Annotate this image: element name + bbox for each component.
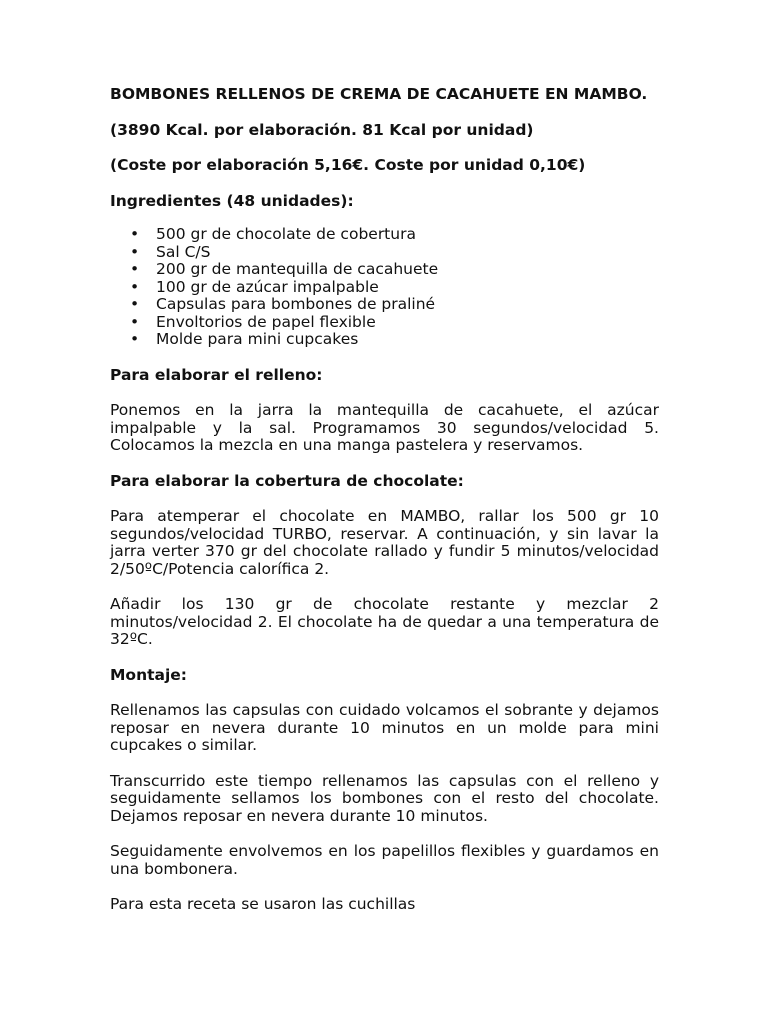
bullet-icon: • [130,242,140,261]
ingredient-text: 500 gr de chocolate de cobertura [156,225,416,243]
coating-paragraph-2: Añadir los 130 gr de chocolate restante y mezclar 2 minutos/velocidad 2. El chocolate ha de quedar a una temperatura de 32ºC. [110,595,659,648]
filling-paragraph: Ponemos en la jarra la mantequilla de cacahuete, el azúcar impalpable y la sal. Programamos 30 segundos/velocidad 5. Colocamos la mezcla en una manga pastelera y reservamos. [110,401,659,454]
ingredients-heading: Ingredientes (48 unidades): [110,191,354,210]
ingredient-text: Capsulas para bombones de praliné [156,295,436,313]
bullet-icon: • [130,330,140,348]
assembly-paragraph-2: Transcurrido este tiempo rellenamos las capsulas con el relleno y seguidamente sellamos los bombones con el resto del chocolate. Dejamos reposar en nevera durante 10 minutos. [110,771,659,825]
bullet-icon: • [130,295,140,313]
kcal-line: (3890 Kcal. por elaboración. 81 Kcal por unidad) [110,120,534,139]
bullet-icon: • [130,312,140,331]
assembly-heading: Montaje: [110,665,188,684]
ingredient-text: Molde para mini cupcakes [156,330,359,348]
coating-heading: Para elaborar la cobertura de chocolate: [110,471,464,490]
assembly-paragraph-1: Rellenamos las capsulas con cuidado volcamos el sobrante y dejamos reposar en nevera durante 10 minutos en un molde para mini cupcakes o similar. [110,701,659,754]
recipe-title: BOMBONES RELLENOS DE CREMA DE CACAHUETE EN MAMBO. [110,85,648,103]
ingredient-text: 100 gr de azúcar impalpable [156,277,379,296]
filling-heading: Para elaborar el relleno: [110,365,323,384]
list-item [130,279,659,297]
bullet-icon: • [130,277,140,296]
ingredient-text: 200 gr de mantequilla de cacahuete [156,260,439,278]
document-page [110,86,659,932]
ingredient-text: Sal C/S [156,242,211,261]
bullet-icon: • [130,225,140,243]
ingredient-text: Envoltorios de papel flexible [156,312,376,331]
ingredients-list [110,226,659,349]
list-item [130,244,659,262]
cost-line: (Coste por elaboración 5,16€. Coste por unidad 0,10€) [110,156,586,174]
list-item [130,296,659,314]
assembly-paragraph-3: Seguidamente envolvemos en los papelillos flexibles y guardamos en una bombonera. [110,842,659,878]
coating-paragraph-1: Para atemperar el chocolate en MAMBO, rallar los 500 gr 10 segundos/velocidad TURBO, reservar. A continuación, y sin lavar la jarra verter 370 gr del chocolate rallado y fundir 5 minutos/velocidad 2/50ºC/Potencia calorífica 2. [110,507,659,578]
list-item [130,261,659,279]
blades-paragraph: Para esta receta se usaron las cuchillas [110,895,416,913]
list-item [130,314,659,332]
bullet-icon: • [130,260,140,278]
list-item [130,226,659,244]
list-item [130,331,659,349]
